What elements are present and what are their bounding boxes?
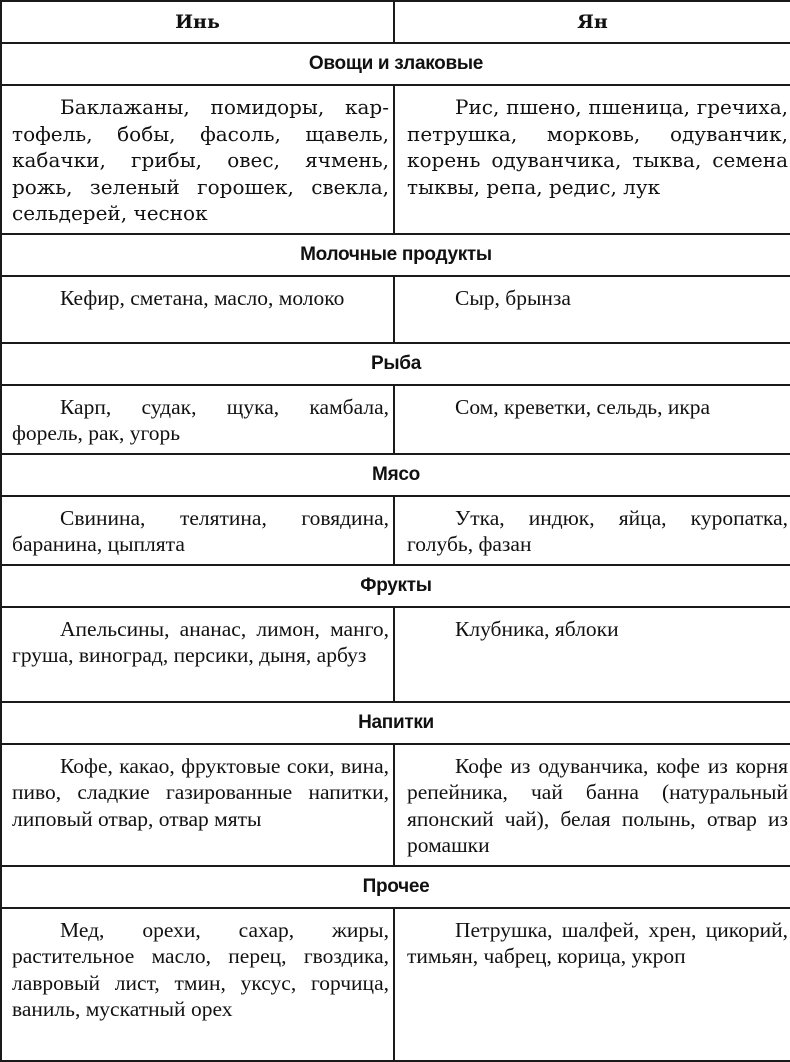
content-row-dairy bbox=[1, 276, 790, 343]
section-row-drinks bbox=[1, 702, 790, 744]
section-row-meat bbox=[1, 454, 790, 496]
yang-cell: Клубника, яблоки bbox=[394, 607, 790, 702]
yin-cell: Кофе, какао, фруктовые соки, вина, пиво, сладкие газированные напитки, липовый отвар, отвар мяты bbox=[1, 744, 394, 866]
yang-cell: Утка, индюк, яйца, куропатка, голубь, фазан bbox=[394, 496, 790, 565]
section-title: Молочные продукты bbox=[1, 234, 790, 276]
column-header-yang: Ян bbox=[394, 1, 790, 43]
content-row-fruits bbox=[1, 607, 790, 702]
section-row-dairy bbox=[1, 234, 790, 276]
column-header-yin: Инь bbox=[1, 1, 394, 43]
yin-cell: Апельсины, ананас, лимон, манго, груша, виноград, персики, дыня, арбуз bbox=[1, 607, 394, 702]
yang-cell: Кофе из одуванчика, кофе из корня репейника, чай банна (натуральный японский чай), белая полынь, отвар из ромашки bbox=[394, 744, 790, 866]
yin-cell: Баклажаны, помидоры, картофель, бобы, фасоль, щавель, кабачки, грибы, овес, ячмень, рожь, зеленый горошек, свекла, сельдерей, чеснок bbox=[1, 85, 394, 234]
yang-cell: Петрушка, шалфей, хрен, цикорий, тимьян, чабрец, корица, укроп bbox=[394, 908, 790, 1062]
section-row-fruits bbox=[1, 565, 790, 607]
yang-cell: Сыр, брынза bbox=[394, 276, 790, 343]
content-row-fish bbox=[1, 385, 790, 454]
header-row bbox=[1, 1, 790, 43]
section-title: Рыба bbox=[1, 343, 790, 385]
yin-cell: Кефир, сметана, масло, молоко bbox=[1, 276, 394, 343]
content-row-drinks bbox=[1, 744, 790, 866]
yang-cell: Сом, креветки, сельдь, икра bbox=[394, 385, 790, 454]
content-row-other bbox=[1, 908, 790, 1062]
yin-cell: Свинина, телятина, говядина, баранина, цыплята bbox=[1, 496, 394, 565]
section-title: Овощи и злаковые bbox=[1, 43, 790, 85]
yin-cell: Карп, судак, щука, камбала, форель, рак, угорь bbox=[1, 385, 394, 454]
yang-cell: Рис, пшено, пшеница, гречиха, петрушка, морковь, одуванчик, корень одуванчика, тыква, семена тыквы, репа, редис, лук bbox=[394, 85, 790, 234]
section-row-vegetables bbox=[1, 43, 790, 85]
section-row-other bbox=[1, 866, 790, 908]
section-title: Прочее bbox=[1, 866, 790, 908]
section-row-fish bbox=[1, 343, 790, 385]
section-title: Напитки bbox=[1, 702, 790, 744]
section-title: Мясо bbox=[1, 454, 790, 496]
content-row-meat bbox=[1, 496, 790, 565]
yin-cell: Мед, орехи, сахар, жиры, растительное масло, перец, гвоздика, лавровый лист, тмин, уксус, горчица, ваниль, мускатный орех bbox=[1, 908, 394, 1062]
content-row-vegetables bbox=[1, 85, 790, 234]
section-title: Фрукты bbox=[1, 565, 790, 607]
